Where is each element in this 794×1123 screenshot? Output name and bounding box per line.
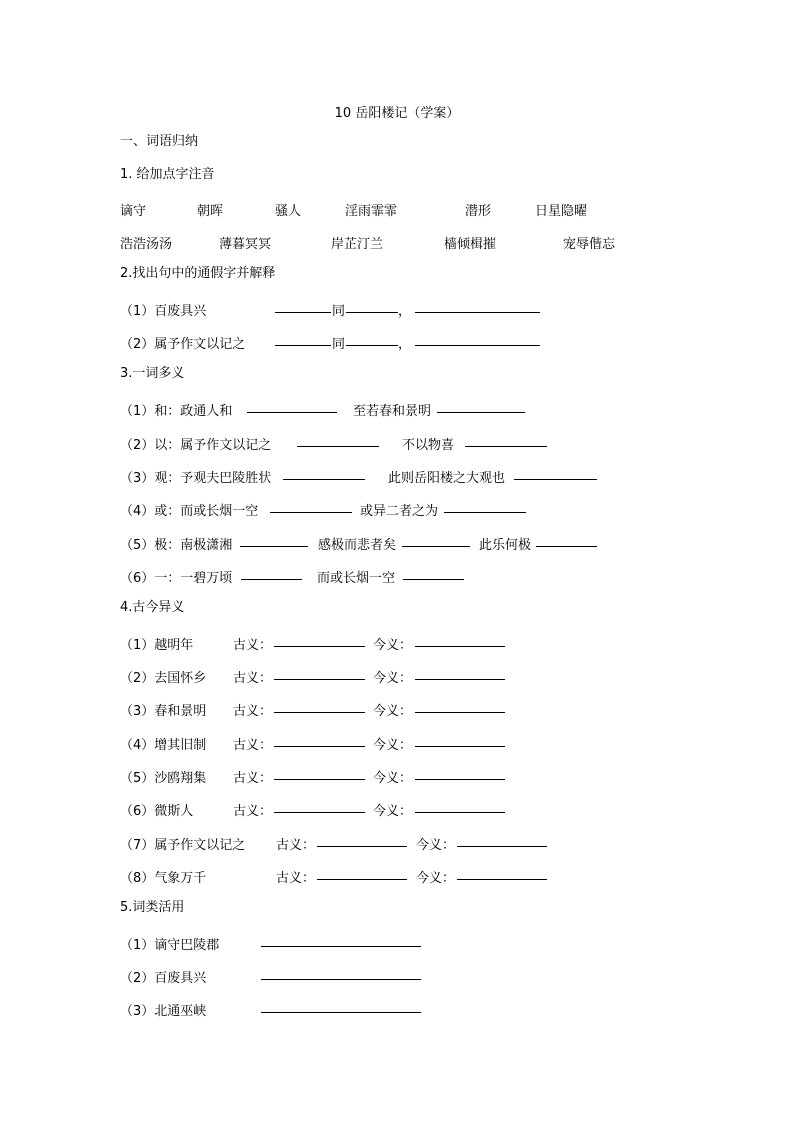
comma: ， — [398, 304, 412, 319]
answer-blank[interactable] — [415, 800, 505, 813]
question-item-label: （1）和：政通人和 — [120, 404, 233, 419]
question-item-label: （6）微斯人 — [120, 804, 194, 819]
answer-blank[interactable] — [274, 800, 365, 813]
tong-label: 同 — [332, 304, 346, 319]
jin-label: 今义： — [373, 738, 413, 753]
question-item-second: 而或长烟一空 — [317, 571, 396, 586]
answer-blank[interactable] — [261, 1000, 421, 1013]
question-item-label: （5）沙鸥翔集 — [120, 771, 207, 786]
question-4-heading: 4.古今异义 — [120, 600, 185, 615]
answer-blank[interactable] — [415, 767, 505, 780]
jin-label: 今义： — [373, 671, 413, 686]
phonetic-word: 日星隐曜 — [535, 204, 588, 219]
question-item-label: （8）气象万千 — [120, 871, 207, 886]
question-item-label: （6）一：一碧万顷 — [120, 571, 233, 586]
jin-label: 今义： — [373, 704, 413, 719]
answer-blank[interactable] — [346, 333, 398, 346]
answer-blank[interactable] — [402, 534, 470, 547]
question-item-second: 感极而悲者矣 — [318, 538, 397, 553]
answer-blank[interactable] — [297, 434, 379, 447]
question-item-second: 或异二者之为 — [360, 504, 439, 519]
answer-blank[interactable] — [275, 333, 331, 346]
phonetic-word: 潜形 — [465, 204, 492, 219]
gu-label: 古义： — [233, 804, 273, 819]
gu-label: 古义： — [233, 771, 273, 786]
answer-blank[interactable] — [415, 634, 505, 647]
gu-label: 古义： — [233, 704, 273, 719]
question-item-label: （3）春和景明 — [120, 704, 207, 719]
gu-label: 古义： — [233, 671, 273, 686]
answer-blank[interactable] — [274, 700, 365, 713]
question-5-heading: 5.词类活用 — [120, 900, 185, 915]
answer-blank[interactable] — [415, 300, 540, 313]
phonetic-word: 浩浩汤汤 — [120, 237, 173, 252]
tong-label: 同 — [332, 337, 346, 352]
section-heading: 一、词语归纳 — [120, 134, 199, 149]
question-item-label: （5）极：南极潇湘 — [120, 538, 233, 553]
question-3-heading: 3.一词多义 — [120, 366, 185, 381]
question-item-label: （2）去国怀乡 — [120, 671, 207, 686]
gu-label: 古义： — [276, 871, 316, 886]
answer-blank[interactable] — [241, 567, 302, 580]
jin-label: 今义： — [416, 838, 456, 853]
answer-blank[interactable] — [274, 634, 365, 647]
question-item-label: （1）越明年 — [120, 638, 194, 653]
answer-blank[interactable] — [274, 667, 365, 680]
answer-blank[interactable] — [274, 767, 365, 780]
question-item-second: 此则岳阳楼之大观也 — [388, 471, 506, 486]
answer-blank[interactable] — [415, 667, 505, 680]
comma: ， — [398, 337, 412, 352]
question-item-label: （2）属予作文以记之 — [120, 337, 246, 352]
phonetic-word: 淫雨霏霏 — [345, 204, 398, 219]
jin-label: 今义： — [373, 771, 413, 786]
answer-blank[interactable] — [317, 867, 407, 880]
question-item-label: （2）百废具兴 — [120, 971, 207, 986]
answer-blank[interactable] — [415, 700, 505, 713]
answer-blank[interactable] — [444, 500, 526, 513]
answer-blank[interactable] — [415, 734, 505, 747]
answer-blank[interactable] — [261, 934, 421, 947]
question-item-label: （2）以：属予作文以记之 — [120, 438, 272, 453]
phonetic-word: 朝晖 — [197, 204, 224, 219]
jin-label: 今义： — [373, 638, 413, 653]
answer-blank[interactable] — [437, 400, 525, 413]
question-item-label: （4）或：而或长烟一空 — [120, 504, 259, 519]
answer-blank[interactable] — [403, 567, 464, 580]
phonetic-word: 宠辱偕忘 — [563, 237, 616, 252]
gu-label: 古义： — [233, 638, 273, 653]
phonetic-word: 谪守 — [120, 204, 147, 219]
phonetic-word: 岸芷汀兰 — [331, 237, 384, 252]
question-item-label: （3）北通巫峡 — [120, 1004, 207, 1019]
question-item-label: （4）增其旧制 — [120, 738, 207, 753]
answer-blank[interactable] — [261, 967, 421, 980]
answer-blank[interactable] — [317, 834, 407, 847]
answer-blank[interactable] — [240, 534, 308, 547]
answer-blank[interactable] — [247, 400, 337, 413]
answer-blank[interactable] — [514, 467, 597, 480]
answer-blank[interactable] — [457, 867, 547, 880]
answer-blank[interactable] — [346, 300, 398, 313]
question-item-label: （3）观：予观夫巴陵胜状 — [120, 471, 272, 486]
question-item-third: 此乐何极 — [479, 538, 532, 553]
jin-label: 今义： — [373, 804, 413, 819]
question-item-label: （1）百废具兴 — [120, 304, 207, 319]
answer-blank[interactable] — [465, 434, 547, 447]
phonetic-word: 樯倾楫摧 — [444, 237, 497, 252]
answer-blank[interactable] — [274, 734, 365, 747]
question-item-label: （1）谪守巴陵郡 — [120, 938, 220, 953]
answer-blank[interactable] — [270, 500, 352, 513]
page-title: 10 岳阳楼记（学案） — [334, 106, 460, 121]
answer-blank[interactable] — [283, 467, 365, 480]
question-item-label: （7）属予作文以记之 — [120, 838, 246, 853]
gu-label: 古义： — [233, 738, 273, 753]
answer-blank[interactable] — [415, 333, 540, 346]
question-1-heading: 1. 给加点字注音 — [120, 167, 215, 182]
answer-blank[interactable] — [536, 534, 597, 547]
answer-blank[interactable] — [457, 834, 547, 847]
question-item-second: 至若春和景明 — [353, 404, 432, 419]
jin-label: 今义： — [416, 871, 456, 886]
phonetic-word: 薄暮冥冥 — [219, 237, 272, 252]
phonetic-word: 骚人 — [275, 204, 302, 219]
gu-label: 古义： — [276, 838, 316, 853]
question-item-second: 不以物喜 — [402, 438, 455, 453]
question-2-heading: 2.找出句中的通假字并解释 — [120, 266, 276, 281]
answer-blank[interactable] — [275, 300, 331, 313]
